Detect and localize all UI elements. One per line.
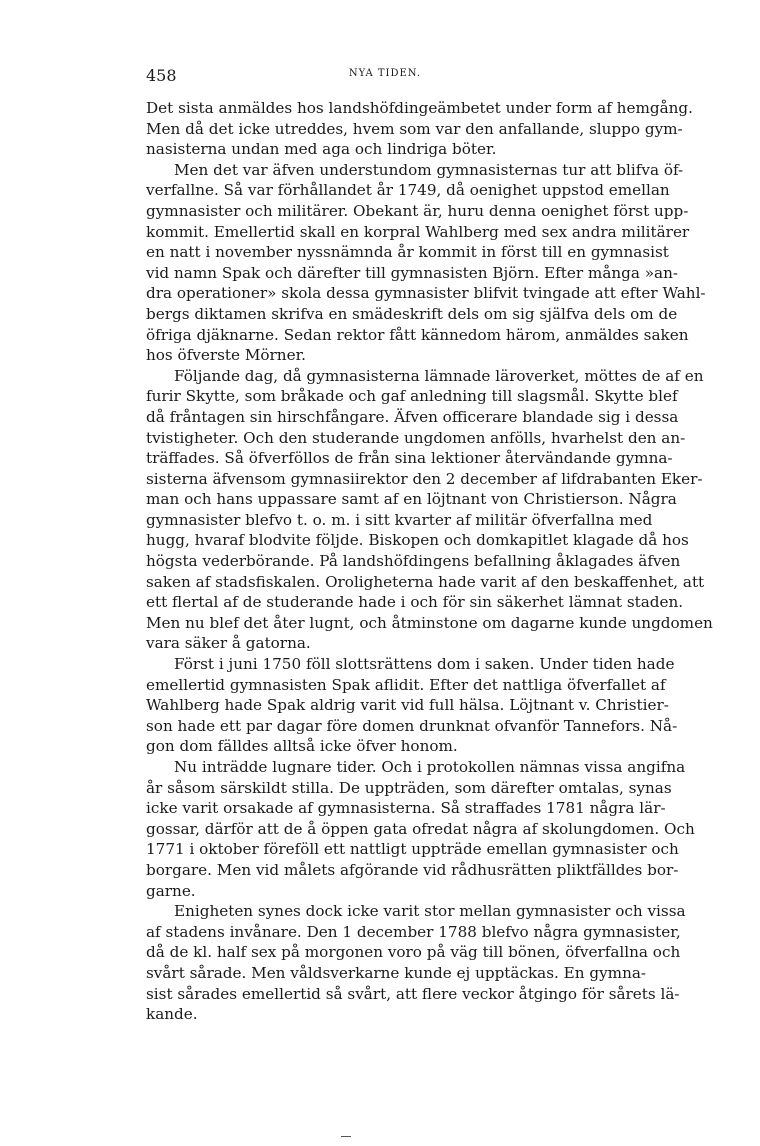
text-line: då de kl. half sex på morgonen voro på väg till bönen, öfverfallna och: [146, 943, 681, 962]
text-line: vid namn Spak och därefter till gymnasisten Björn. Efter många »an-: [146, 263, 679, 282]
text-line: sist sårades emellertid så svårt, att flere veckor åtgingo för sårets lä-: [146, 984, 680, 1003]
text-line: 1771 i oktober föreföll ett nattligt uppträde emellan gymnasister och: [146, 840, 679, 859]
text-line: bergs diktamen skrifva en smädeskrift dels om sig själfva dels om de: [146, 304, 678, 323]
text-line: saken af stadsfiskalen. Oroligheterna hade varit af den beskaffenhet, att: [146, 572, 705, 591]
text-line: år såsom särskildt stilla. De uppträden, som därefter omtalas, synas: [146, 778, 672, 797]
text-line: Men det var äfven understundom gymnasisternas tur att blifva öf-: [174, 160, 684, 179]
text-line: Nu inträdde lugnare tider. Och i protokollen nämnas vissa angifna: [174, 758, 686, 776]
text-line: tvistigheter. Och den studerande ungdomen anfölls, hvarhelst den an-: [146, 428, 686, 447]
text-line: hos öfverste Mörner.: [146, 346, 306, 365]
text-line: kommit. Emellertid skall en korpral Wahlberg med sex andra militärer: [146, 222, 690, 241]
text-line: Men nu blef det åter lugnt, och åtminstone om dagarne kunde ungdomen: [146, 613, 713, 632]
text-line: garne.: [146, 881, 196, 900]
text-line: gossar, därför att de å öppen gata ofredat några af skolungdomen. Och: [146, 819, 695, 838]
text-line: Men då det icke utreddes, hvem som var den anfallande, sluppo gym-: [146, 119, 683, 138]
text-line: Det sista anmäldes hos landshöfdingeämbetet under form af hemgång.: [146, 99, 693, 117]
text-line: furir Skytte, som bråkade och gaf anledning till slagsmål. Skytte blef: [146, 387, 678, 406]
page-number: 458: [146, 66, 177, 85]
text-line: gymnasister och militärer. Obekant är, huru denna oenighet först upp-: [146, 201, 689, 220]
text-line: borgare. Men vid målets afgörande vid rådhusrätten pliktfälldes bor-: [146, 860, 679, 879]
page-header: [146, 66, 624, 90]
text-line: gon dom fälldes alltså icke öfver honom.: [146, 737, 458, 756]
text-line: icke varit orsakade af gymnasisterna. Så straffades 1781 några lär-: [146, 799, 666, 818]
text-line: högsta vederbörande. På landshöfdingens befallning åklagades äfven: [146, 552, 681, 571]
text-line: öfriga djäknarne. Sedan rektor fått kännedom härom, anmäldes saken: [146, 325, 689, 344]
text-line: ett flertal af de studerande hade i och för sin säkerhet lämnat staden.: [146, 593, 684, 612]
text-line: kande.: [146, 1005, 198, 1024]
text-line: då fråntagen sin hirschfångare. Äfven officerare blandade sig i dessa: [146, 407, 679, 426]
text-line: svårt sårade. Men våldsverkarne kunde ej upptäckas. En gymna-: [146, 963, 647, 982]
text-line: vara säker å gatorna.: [146, 634, 311, 653]
book-page: [146, 66, 713, 1025]
text-line: Wahlberg hade Spak aldrig varit vid full hälsa. Löjtnant v. Christier-: [146, 696, 669, 715]
text-line: Enigheten synes dock icke varit stor mellan gymnasister och vissa: [174, 902, 686, 921]
text-line: en natt i november nyssnämnda år kommit in först till en gymnasist: [146, 243, 669, 262]
text-line: Följande dag, då gymnasisterna lämnade läroverket, möttes de af en: [174, 366, 704, 385]
text-line: man och hans uppassare samt af en löjtnant von Christierson. Några: [146, 490, 677, 509]
text-line: verfallne. Så var förhållandet år 1749, då oenighet uppstod emellan: [146, 181, 670, 200]
running-title: NYA TIDEN.: [348, 68, 422, 79]
bottom-mark: [341, 1136, 351, 1137]
text-line: dra operationer» skola dessa gymnasister blifvit tvingade att efter Wahl-: [146, 284, 706, 303]
text-line: emellertid gymnasisten Spak aflidit. Efter det nattliga öfverfallet af: [146, 675, 666, 694]
text-line: hugg, hvaraf blodvite följde. Biskopen och domkapitlet klagade då hos: [146, 531, 689, 550]
text-line: af stadens invånare. Den 1 december 1788 blefvo några gymnasister,: [146, 922, 681, 941]
text-line: sisterna äfvensom gymnasiirektor den 2 december af lifdrabanten Eker-: [146, 469, 703, 488]
text-line: nasisterna undan med aga och lindriga böter.: [146, 140, 497, 159]
text-line: Först i juni 1750 föll slottsrättens dom i saken. Under tiden hade: [174, 655, 675, 674]
text-line: son hade ett par dagar före domen drunknat ofvanför Tannefors. Nå-: [146, 716, 678, 735]
text-line: gymnasister blefvo t. o. m. i sitt kvarter af militär öfverfallna med: [146, 510, 653, 529]
body-text: [146, 98, 713, 1025]
text-line: träffades. Så öfverföllos de från sina lektioner återvändande gymna-: [146, 449, 673, 468]
